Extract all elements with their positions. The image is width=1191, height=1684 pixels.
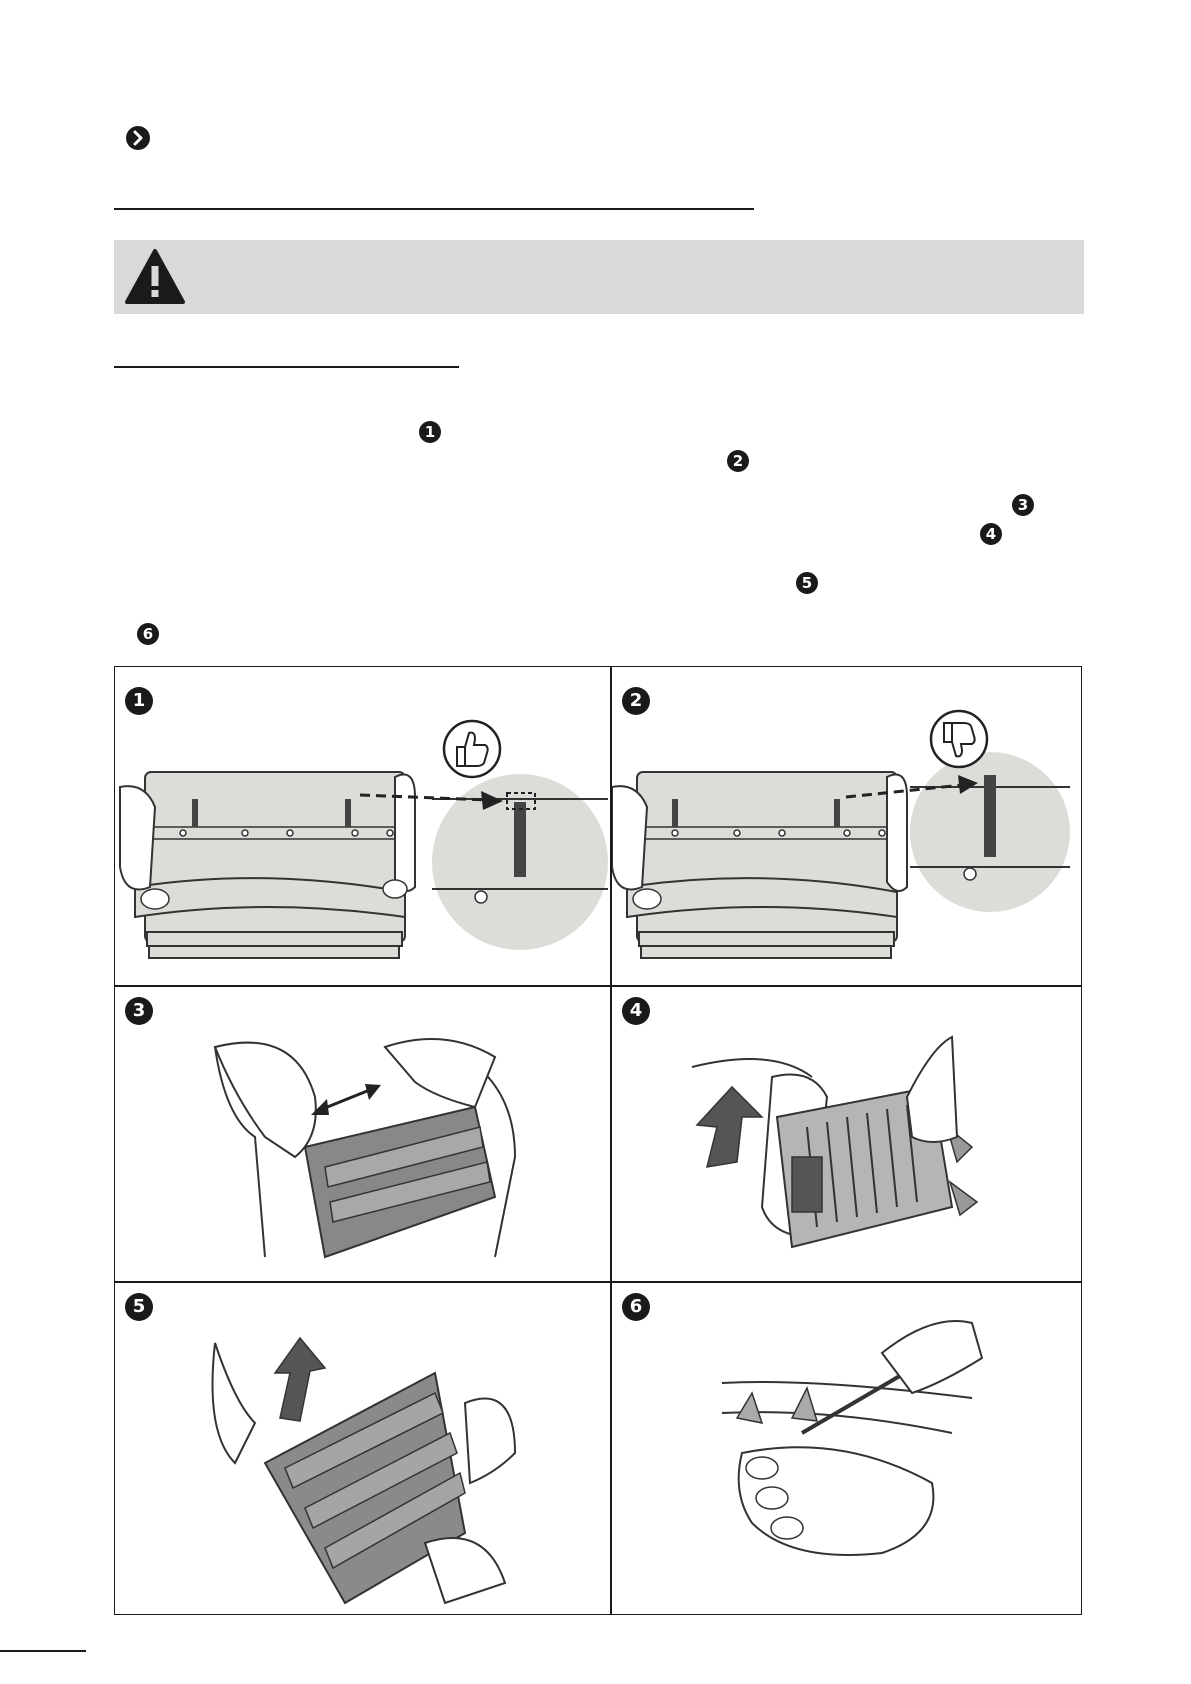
subsection-rule xyxy=(114,366,459,368)
chevron-right-circle-icon xyxy=(126,126,150,150)
warning-box xyxy=(114,240,1084,314)
bag-seam-wrong-illustration xyxy=(612,667,1083,985)
figure-panel-1 xyxy=(115,667,610,985)
step-marker-2: 2 xyxy=(727,450,749,472)
step-marker-6: 6 xyxy=(137,623,159,645)
footer-rule xyxy=(0,1650,86,1652)
step-marker-3: 3 xyxy=(1012,494,1034,516)
screwdriver-illustration xyxy=(612,1283,1083,1616)
panel-number-3: 3 xyxy=(125,997,153,1025)
panel-number-4: 4 xyxy=(622,997,650,1025)
filter-removal-illustration xyxy=(115,1283,610,1616)
figure-panel-4 xyxy=(612,987,1083,1281)
bag-seam-illustration xyxy=(115,667,610,985)
figure-panel-6 xyxy=(612,1283,1083,1616)
step-marker-4: 4 xyxy=(980,523,1002,545)
panel-number-2: 2 xyxy=(622,687,650,715)
panel-number-6: 6 xyxy=(622,1293,650,1321)
panel-number-1: 1 xyxy=(125,687,153,715)
thumbs-up-icon xyxy=(444,721,500,777)
warning-triangle-icon xyxy=(124,248,186,306)
step-marker-1: 1 xyxy=(419,421,441,443)
figure-panel-3 xyxy=(115,987,610,1281)
section-rule xyxy=(114,208,754,210)
step-marker-5: 5 xyxy=(796,572,818,594)
panel-number-5: 5 xyxy=(125,1293,153,1321)
figure-grid xyxy=(114,666,1082,1615)
figure-panel-2 xyxy=(612,667,1083,985)
figure-panel-5 xyxy=(115,1283,610,1616)
filter-clip-illustration xyxy=(115,987,610,1281)
thumbs-down-icon xyxy=(931,711,987,767)
filter-slide-illustration xyxy=(612,987,1083,1281)
